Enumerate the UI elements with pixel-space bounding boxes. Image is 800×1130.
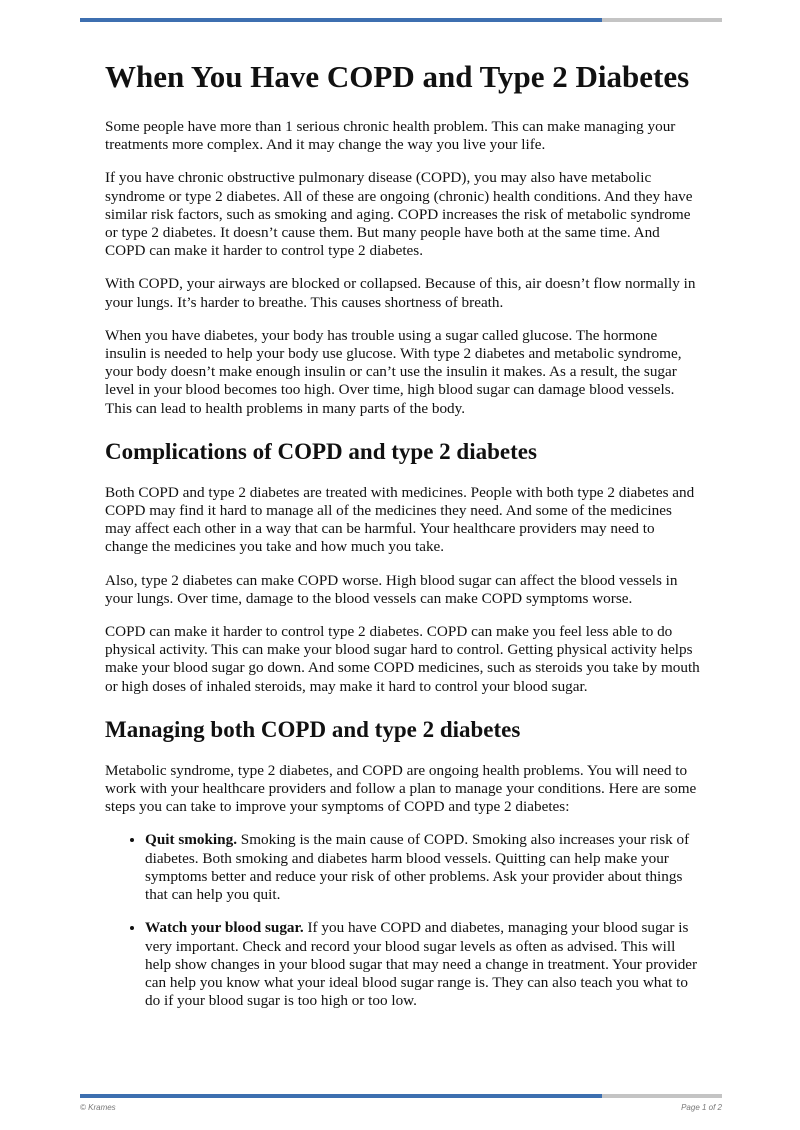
intro-paragraph: If you have chronic obstructive pulmonary disease (COPD), you may also have metabolic syndrome or type 2 diabetes. All of these are ongoing (chronic) health conditions. And they have similar risk factors, such as smoking and aging. COPD increases the risk of metabolic syndrome or type 2 diabetes. It doesn’t cause them. But many people have both at the same time. And COPD can make it harder to control type 2 diabetes. [105,169,693,260]
header-rule-track [602,18,722,22]
footer-rule [80,1094,722,1098]
document-body [105,58,700,1025]
intro-paragraph: Some people have more than 1 serious chronic health problem. This can make managing your treatments more complex. And it may change the way you live your life. [105,118,676,154]
list-item-lead: Quit smoking. [145,831,237,849]
footer-rule-accent [80,1094,602,1098]
managing-intro: Metabolic syndrome, type 2 diabetes, and COPD are ongoing health problems. You will need to work with your healthcare providers and follow a plan to manage your conditions. Here are some steps you can take to improve your symptoms of COPD and type 2 diabetes: [105,761,697,816]
header-rule [80,18,722,22]
list-item-lead: Watch your blood sugar. [145,919,304,937]
intro-paragraph: When you have diabetes, your body has trouble using a sugar called glucose. The hormone insulin is needed to help your body use glucose. With type 2 diabetes and metabolic syndrome, your body doesn’t make enough insulin or can’t use the insulin it makes. As a result, the sugar level in your blood becomes too high. Over time, high blood sugar can damage blood vessels. This can lead to health problems in many parts of the body. [105,326,682,417]
complications-paragraph: Both COPD and type 2 diabetes are treated with medicines. People with both type 2 diabetes and COPD may find it hard to manage all of the medicines they need. And some of the medicines may affect each other in a way that can be harmful. Your healthcare providers may need to change the medicines you take and how much you take. [105,483,695,556]
complications-heading: Complications of COPD and type 2 diabetes [105,438,537,464]
list-item [145,831,700,904]
header-rule-accent [80,18,602,22]
complications-paragraph: COPD can make it harder to control type 2 diabetes. COPD can make you feel less able to do physical activity. This can make your blood sugar hard to control. Getting physical activity helps make your blood sugar go down. And some COPD medicines, such as steroids you take by mouth or high doses of inhaled steroids, may make it hard to control your blood sugar. [105,623,700,695]
complications-paragraph: Also, type 2 diabetes can make COPD worse. High blood sugar can affect the blood vessels in your lungs. Over time, damage to the blood vessels can make COPD symptoms worse. [105,571,678,607]
managing-heading: Managing both COPD and type 2 diabetes [105,716,521,742]
page-title: When You Have COPD and Type 2 Diabetes [105,59,690,94]
managing-steps-list [105,831,700,1010]
list-item-text: Smoking is the main cause of COPD. Smoking also increases your risk of diabetes. Both smoking and diabetes harm blood vessels. Quitting can help make your symptoms better and reduce your risk of other problems. Ask your provider about things that can help you quit. [145,831,690,904]
list-item [145,919,700,1010]
list-item-text: If you have COPD and diabetes, managing your blood sugar is very important. Check and record your blood sugar levels as often as advised. This will help show changes in your blood sugar that may need a change in treatment. Your provider can help you know what your ideal blood sugar range is. They can also teach you what to do if your blood sugar is too high or too low. [145,919,698,1010]
footer-copyright: © Krames [80,1103,116,1112]
footer-page-number: Page 1 of 2 [681,1103,722,1112]
footer-rule-track [602,1094,722,1098]
intro-paragraph: With COPD, your airways are blocked or collapsed. Because of this, air doesn’t flow normally in your lungs. It’s harder to breathe. This causes shortness of breath. [105,275,696,311]
